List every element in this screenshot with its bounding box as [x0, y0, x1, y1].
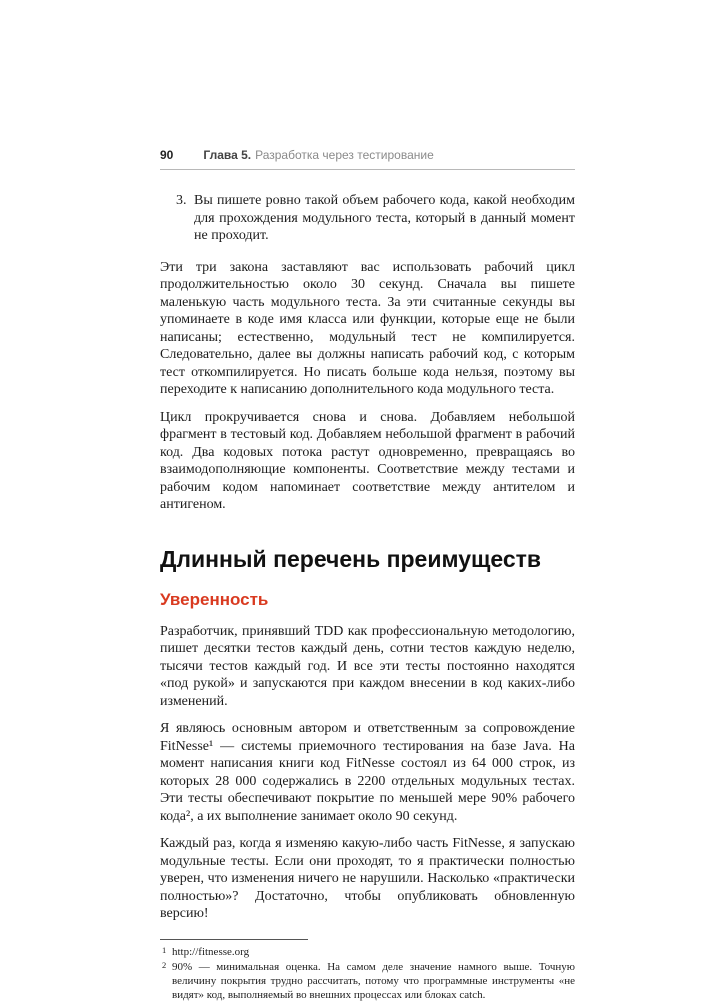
subsection-title: Уверенность	[160, 589, 269, 609]
header-rule	[160, 169, 575, 170]
chapter-title: Разработка через тестирование	[255, 148, 434, 162]
page-number: 90	[160, 148, 174, 162]
paragraph-unit-tests: Каждый раз, когда я изменяю какую-либо часть FitNesse, я запускаю модульные тесты. Если они проходят, то я практически полностью уверен, что изменения ничего не нарушили. Насколько «практически полностью»? Достаточно, чтобы опубликовать обновленную версию!	[160, 836, 575, 921]
paragraph-developer-tdd: Разработчик, принявший TDD как профессиональную методологию, пишет десятки тестов каждый день, сотни тестов каждую неделю, тысячи тестов каждый год. И все эти тесты постоянно находятся «под рукой» и запускаются при каждом внесении в код каких-либо изменений.	[160, 623, 575, 709]
footnote-rule	[160, 939, 308, 940]
footnote-1-marker: 1	[162, 944, 167, 955]
footnote-1	[160, 945, 575, 959]
footnote-2-text: 90% — минимальная оценка. На самом деле значение намного выше. Точную величину покрытия трудно рассчитать, потому что программные инструменты «не видят» код, выполняемый во внешних процессах или блоках catch.	[172, 960, 575, 1001]
list-item-number: 3.	[176, 193, 187, 208]
paragraph-cycle: Цикл прокручивается снова и снова. Добавляем небольшой фрагмент в тестовый код. Добавляем небольшой фрагмент в рабочий код. Два кодовых потока растут одновременно, превращаясь во взаимодополняющие компоненты. Соответствие между тестами и рабочим кодом напоминает соответствие между антителом и антигеном.	[160, 409, 575, 512]
page-header	[160, 148, 575, 162]
list-item-text: Вы пишете ровно такой объем рабочего кода, какой необходим для прохождения модульного теста, который в данный момент не проходит.	[194, 193, 575, 243]
paragraph-three-laws: Эти три закона заставляют вас использовать рабочий цикл продолжительностью около 30 секунд. Сначала вы пишете маленькую часть модульного теста. За эти считанные секунды вы упоминаете в коде имя класса или функции, которые еще не были написаны; естественно, модульный тест не компилируется. Следовательно, далее вы должны написать рабочий код, с которым тест откомпилируется. Но писать больше кода нельзя, поэтому вы переходите к написанию дополнительного кода модульного теста.	[160, 259, 575, 397]
chapter-label: Глава 5.	[203, 148, 252, 162]
page-content	[160, 192, 575, 1001]
footnote-2	[160, 960, 575, 1001]
numbered-list-item	[160, 192, 575, 245]
footnote-2-marker: 2	[162, 959, 167, 970]
section-title: Длинный перечень преимуществ	[160, 545, 542, 572]
footnote-1-text: http://fitnesse.org	[172, 945, 250, 958]
footnotes	[160, 939, 575, 1001]
paragraph-fitnesse: Я являюсь основным автором и ответственным за сопровождение FitNesse¹ — системы приемочного тестирования на базе Java. На момент написания книги код FitNesse состоял из 64 000 строк, из которых 28 000 содержались в 2200 отдельных модульных тестах. Эти тесты обеспечивают покрытие по меньшей мере 90% рабочего кода², а их выполнение занимает около 90 секунд.	[160, 721, 575, 824]
